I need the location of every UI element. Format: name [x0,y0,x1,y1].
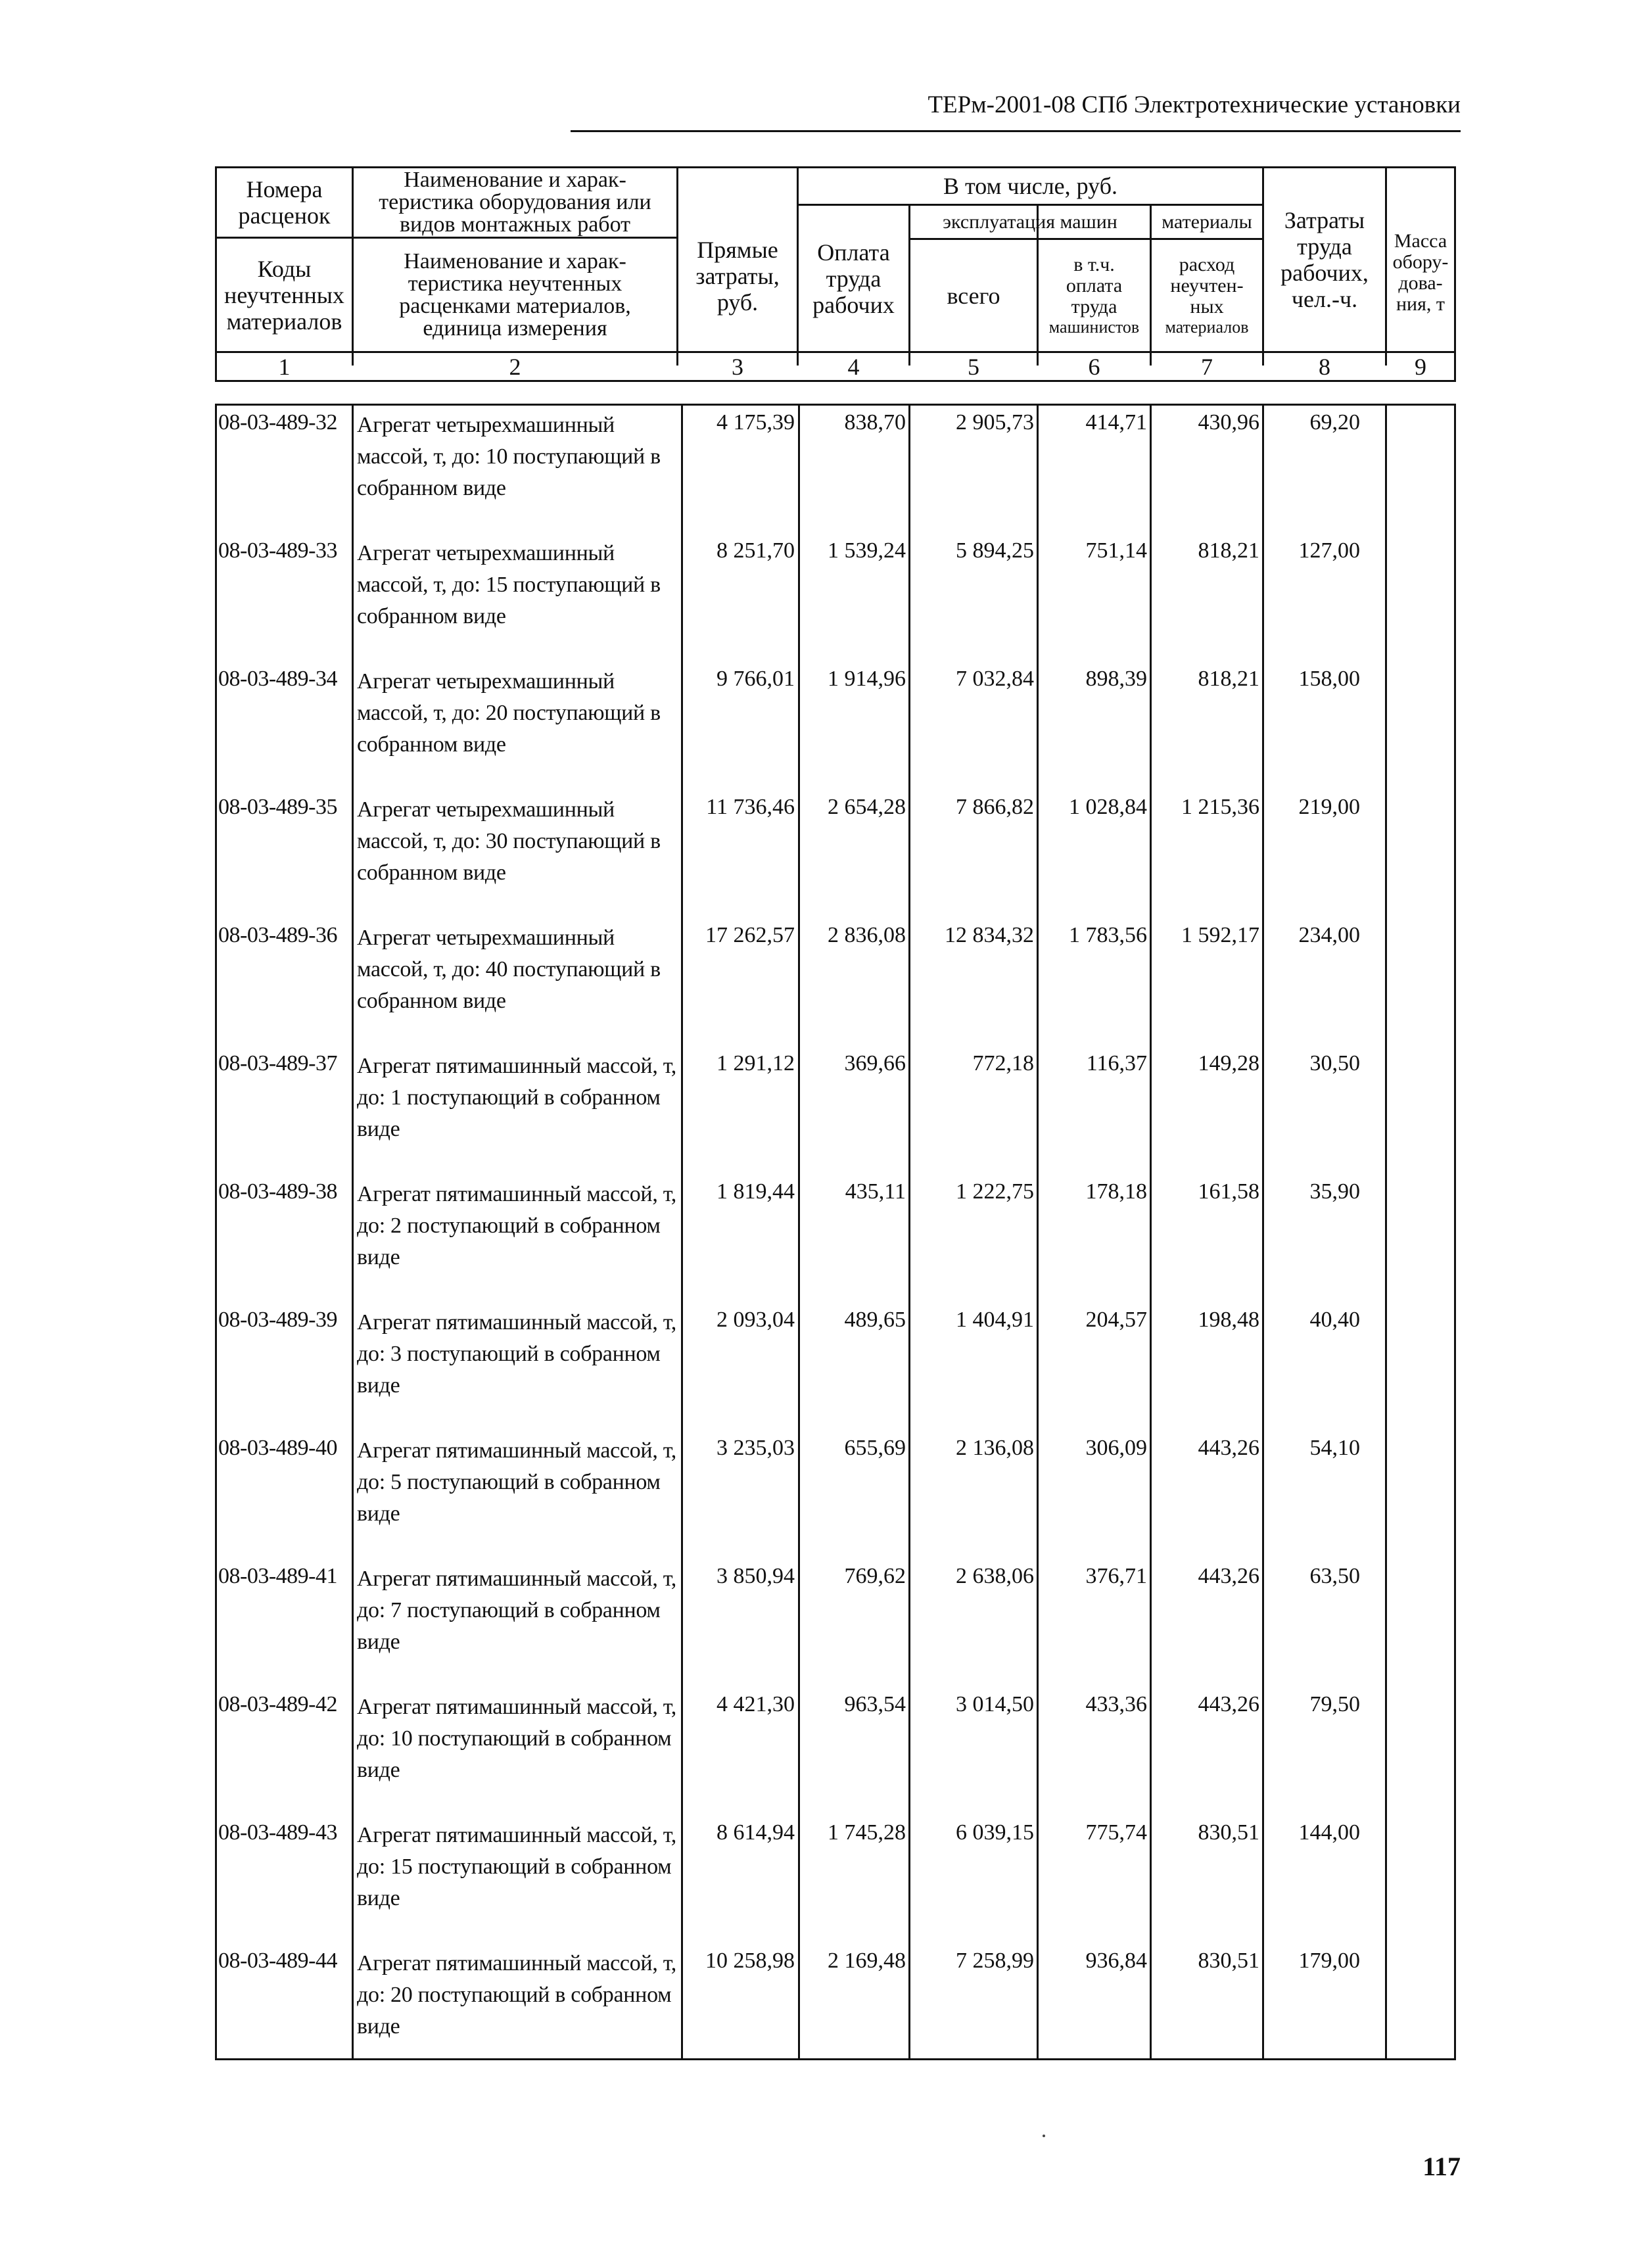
header-equipment-mass [1387,195,1454,351]
rate-name: Агрегат пятимашинный массой, т, до: 15 поступающий в собранном виде [357,1823,676,1910]
operators-pay: 433,36 [1085,1692,1147,1716]
operators-pay: 376,71 [1085,1564,1147,1588]
table-row [217,1047,1454,1175]
rate-code: 08-03-489-36 [218,923,337,947]
header-text: материалов [226,308,342,335]
labor-hours: 158,00 [1298,667,1360,691]
labor-pay: 769,62 [844,1564,906,1588]
header-text: Оплата [817,239,890,266]
direct-costs: 8 251,70 [716,538,795,563]
table-row [217,1688,1454,1816]
header-text: ния, т [1396,293,1445,315]
direct-costs: 10 258,98 [705,1949,795,1973]
rate-name: Агрегат пятимашинный массой, т, до: 20 поступающий в собранном виде [357,1951,676,2039]
rate-code: 08-03-489-34 [218,667,337,691]
operators-pay: 775,74 [1085,1820,1147,1845]
labor-pay: 655,69 [844,1436,906,1460]
materials-cost: 830,51 [1198,1949,1259,1973]
direct-costs: 4 175,39 [716,410,795,435]
table-header [215,166,1456,382]
rate-name: Агрегат четырехмашинный массой, т, до: 20 поступающий в собранном виде [357,669,661,757]
labor-hours: 127,00 [1298,538,1360,563]
header-text: Наименование и харак- [404,168,626,192]
materials-cost: 443,26 [1198,1564,1259,1588]
rate-name: Агрегат четырехмашинный массой, т, до: 30 поступающий в собранном виде [357,797,661,885]
header-labor-pay [799,206,908,351]
table-row [217,534,1454,662]
operators-pay: 1 783,56 [1069,923,1147,947]
materials-cost: 1 592,17 [1181,923,1259,947]
machines-total: 2 638,06 [956,1564,1034,1588]
header-text: Наименование и харак- [404,248,626,273]
header-direct-costs [678,201,797,351]
table-row [217,1431,1454,1559]
rate-code: 08-03-489-39 [218,1308,337,1332]
rate-code: 08-03-489-43 [218,1820,337,1845]
table-row [217,662,1454,790]
direct-costs: 8 614,94 [716,1820,795,1845]
header-unaccounted-materials [1152,240,1262,351]
page-number: 117 [1422,2152,1461,2181]
header-text: рабочих, [1280,260,1369,286]
direct-costs: 1 291,12 [716,1051,795,1075]
machines-total: 7 866,82 [956,795,1034,819]
operators-pay: 898,39 [1085,667,1147,691]
operators-pay: 751,14 [1085,538,1147,563]
rate-code: 08-03-489-44 [218,1949,337,1973]
header-operators-pay [1039,240,1150,351]
labor-hours: 30,50 [1309,1051,1360,1075]
header-text: затраты, [695,263,780,289]
operators-pay: 306,09 [1085,1436,1147,1460]
table-row [217,1303,1454,1431]
labor-pay: 2 654,28 [828,795,906,819]
machines-total: 7 032,84 [956,667,1034,691]
materials-cost: 1 215,36 [1181,795,1259,819]
header-text: Коды [257,255,312,282]
materials-cost: 198,48 [1198,1308,1259,1332]
header-text: труда [1071,296,1117,318]
materials-cost: 149,28 [1198,1051,1259,1075]
rate-name: Агрегат четырехмашинный массой, т, до: 15 поступающий в собранном виде [357,541,661,628]
machines-total: 1 222,75 [956,1179,1034,1204]
header-text: неучтен- [1170,275,1244,296]
header-text: оплата [1066,275,1123,296]
header-text: чел.-ч. [1291,286,1358,312]
labor-hours: 54,10 [1309,1436,1360,1460]
labor-hours: 179,00 [1298,1949,1360,1973]
header-text: руб. [716,289,759,316]
header-text: в т.ч. [1073,254,1115,275]
column-number: 5 [968,353,979,380]
labor-hours: 69,20 [1309,410,1360,435]
labor-pay: 1 539,24 [828,538,906,563]
labor-hours: 63,50 [1309,1564,1360,1588]
header-including: В том числе, руб. [943,173,1118,199]
header-text: материалов [1165,318,1249,337]
header-text: Номера [246,176,323,202]
header-machines-total: всего [947,282,1000,309]
rate-name: Агрегат пятимашинный массой, т, до: 5 поступающий в собранном виде [357,1438,676,1526]
header-material-name [354,239,676,351]
materials-cost: 443,26 [1198,1692,1259,1716]
direct-costs: 3 850,94 [716,1564,795,1588]
labor-pay: 489,65 [844,1308,906,1332]
rate-code: 08-03-489-42 [218,1692,337,1716]
header-text: Затраты [1284,207,1365,233]
labor-hours: 35,90 [1309,1179,1360,1204]
rates-table [215,404,1456,2060]
operators-pay: 936,84 [1085,1949,1147,1973]
column-number: 6 [1088,353,1100,380]
labor-pay: 2 836,08 [828,923,906,947]
header-text: расход [1179,254,1235,275]
operators-pay: 204,57 [1085,1308,1147,1332]
column-number: 1 [278,353,291,380]
header-text: видов монтажных работ [399,212,630,237]
scan-speck [1043,2135,1045,2137]
table-row [217,1816,1454,1944]
column-number: 7 [1201,353,1213,380]
machines-total: 2 136,08 [956,1436,1034,1460]
header-text: неучтенных [224,281,344,308]
materials-cost: 161,58 [1198,1179,1259,1204]
column-number: 9 [1415,353,1426,380]
running-head: ТЕРм-2001-08 СПб Электротехнические установки [928,91,1461,118]
header-text: Масса [1394,230,1447,252]
labor-pay: 369,66 [844,1051,906,1075]
header-materials: материалы [1162,210,1252,233]
header-text: теристика неучтенных [408,271,622,296]
machines-total: 6 039,15 [956,1820,1034,1845]
direct-costs: 1 819,44 [716,1179,795,1204]
machines-total: 5 894,25 [956,538,1034,563]
labor-pay: 1 745,28 [828,1820,906,1845]
rate-name: Агрегат пятимашинный массой, т, до: 10 поступающий в собранном виде [357,1695,676,1782]
rate-name: Агрегат пятимашинный массой, т, до: 1 поступающий в собранном виде [357,1054,676,1141]
header-text: труда [1297,233,1352,260]
labor-hours: 79,50 [1309,1692,1360,1716]
column-number: 4 [847,353,860,380]
header-material-codes [217,239,352,351]
header-text: расценками материалов, [399,293,631,318]
header-labor-hours [1264,168,1385,351]
column-number: 8 [1319,353,1330,380]
table-row [217,918,1454,1047]
header-text: Прямые [697,237,778,263]
rate-code: 08-03-489-41 [218,1564,337,1588]
table-row [217,406,1454,534]
operators-pay: 116,37 [1086,1051,1147,1075]
table-row [217,1944,1454,2072]
machines-total: 2 905,73 [956,410,1034,435]
labor-hours: 144,00 [1298,1820,1360,1845]
header-text: обору- [1392,251,1449,273]
direct-costs: 3 235,03 [716,1436,795,1460]
rate-name: Агрегат четырехмашинный массой, т, до: 40 поступающий в собранном виде [357,926,661,1013]
labor-hours: 234,00 [1298,923,1360,947]
table-row [217,1559,1454,1688]
header-text: труда [826,265,881,292]
materials-cost: 443,26 [1198,1436,1259,1460]
labor-pay: 2 169,48 [828,1949,906,1973]
direct-costs: 11 736,46 [706,795,795,819]
header-text: машинистов [1048,318,1140,337]
column-number: 2 [509,353,521,380]
rate-name: Агрегат пятимашинный массой, т, до: 7 поступающий в собранном виде [357,1567,676,1654]
materials-cost: 430,96 [1198,410,1259,435]
labor-pay: 963,54 [844,1692,906,1716]
header-rate-numbers [217,168,352,237]
machines-total: 3 014,50 [956,1692,1034,1716]
rate-name: Агрегат четырехмашинный массой, т, до: 10 поступающий в собранном виде [357,413,661,500]
rate-code: 08-03-489-33 [218,538,337,563]
labor-pay: 1 914,96 [828,667,906,691]
header-text: рабочих [812,291,895,318]
machines-total: 772,18 [972,1051,1034,1075]
header-text: расценок [238,202,331,229]
machines-total: 12 834,32 [945,923,1034,947]
direct-costs: 17 262,57 [705,923,795,947]
header-text: ных [1190,296,1224,318]
machines-total: 1 404,91 [956,1308,1034,1332]
table-row [217,790,1454,918]
operators-pay: 178,18 [1085,1179,1147,1204]
materials-cost: 818,21 [1198,538,1259,563]
direct-costs: 2 093,04 [716,1308,795,1332]
direct-costs: 9 766,01 [716,667,795,691]
running-head-rule [571,130,1461,132]
rate-code: 08-03-489-32 [218,410,337,435]
labor-hours: 40,40 [1309,1308,1360,1332]
materials-cost: 818,21 [1198,667,1259,691]
table-row [217,1175,1454,1303]
rate-name: Агрегат пятимашинный массой, т, до: 3 поступающий в собранном виде [357,1310,676,1398]
header-text: теристика оборудования или [379,190,651,214]
operators-pay: 414,71 [1085,410,1147,435]
header-text: единица измерения [423,316,607,341]
machines-total: 7 258,99 [956,1949,1034,1973]
rate-code: 08-03-489-40 [218,1436,337,1460]
rate-code: 08-03-489-37 [218,1051,337,1075]
header-text: дова- [1398,272,1443,294]
header-work-name [354,168,676,237]
rate-name: Агрегат пятимашинный массой, т, до: 2 поступающий в собранном виде [357,1182,676,1269]
labor-pay: 435,11 [845,1179,906,1204]
rate-code: 08-03-489-38 [218,1179,337,1204]
labor-pay: 838,70 [844,410,906,435]
column-number: 3 [732,353,743,380]
operators-pay: 1 028,84 [1069,795,1147,819]
direct-costs: 4 421,30 [716,1692,795,1716]
labor-hours: 219,00 [1298,795,1360,819]
materials-cost: 830,51 [1198,1820,1259,1845]
header-machines: эксплуатация машин [943,210,1117,233]
rate-code: 08-03-489-35 [218,795,337,819]
